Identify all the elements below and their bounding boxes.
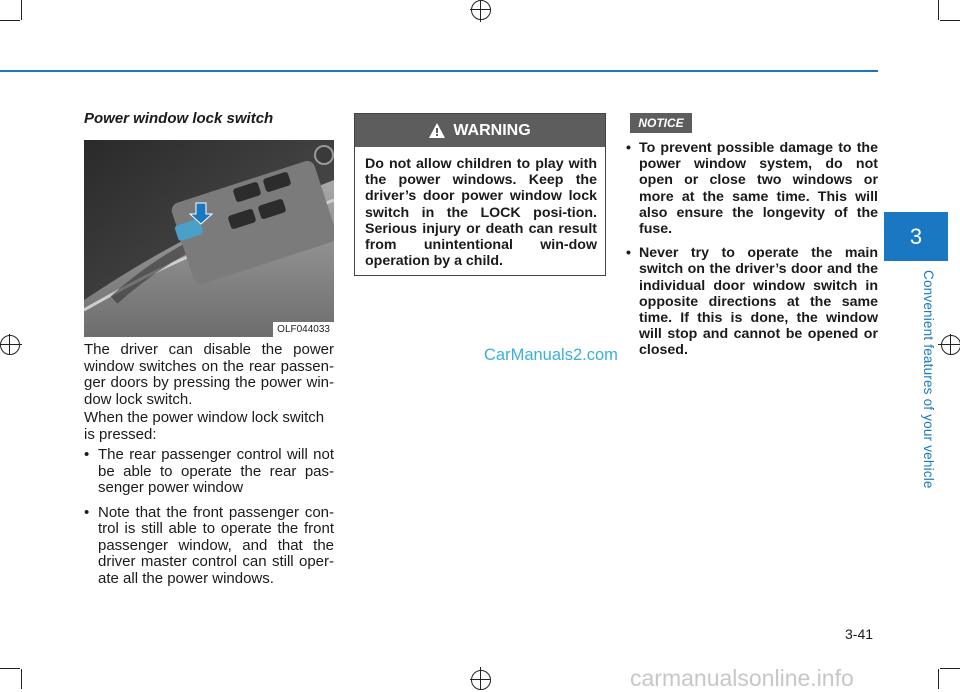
- notice-item: • To prevent possible damage to the power window system, do not open or close two windows or more at the same time. This will also ensure the longevity of the fuse.: [626, 140, 878, 237]
- effects-list: [84, 447, 334, 595]
- warning-header: [355, 114, 605, 147]
- crop-mark: [940, 20, 960, 21]
- registration-mark: [471, 670, 491, 690]
- notice-list: [626, 140, 878, 367]
- crop-mark: [938, 669, 939, 689]
- registration-mark: [470, 679, 490, 680]
- window-switch-photo: [84, 140, 334, 337]
- door-panel-illustration: [84, 140, 334, 337]
- intro-paragraph: The driver can disable the power window switches on the rear passen-ger doors by pressing the power win-dow lock switch.: [84, 341, 334, 408]
- crop-mark: [0, 20, 20, 21]
- page-number: 3-41: [845, 626, 874, 642]
- notice-item: • Never try to operate the main switch on the driver’s door and the individual door window switch in opposite directions at the same time. If this is done, the window will stop and cannot be opened or closed.: [626, 245, 878, 358]
- list-item: • The rear passenger control will not be able to operate the rear pas-senger power window: [84, 447, 334, 497]
- photo-caption: OLF044033: [273, 322, 334, 337]
- section-title: Power window lock switch: [84, 110, 274, 127]
- watermark-link[interactable]: CarManuals2.com: [484, 346, 618, 364]
- registration-mark: [9, 334, 10, 354]
- warning-triangle-icon: [429, 123, 445, 138]
- crop-mark: [21, 669, 22, 689]
- warning-box: [354, 113, 606, 276]
- header-rule: [0, 70, 878, 72]
- warning-title: WARNING: [453, 121, 531, 139]
- footer-watermark: carmanualsonline.info: [630, 665, 854, 691]
- registration-mark: [950, 334, 951, 354]
- notice-badge: NOTICE: [630, 113, 692, 133]
- chapter-number-tab: 3: [884, 212, 948, 261]
- registration-mark: [471, 0, 491, 20]
- condition-paragraph: When the power window lock switch is pressed:: [84, 409, 325, 443]
- crop-mark: [938, 0, 939, 20]
- registration-mark: [470, 9, 490, 10]
- crop-mark: [940, 668, 960, 669]
- crop-mark: [21, 0, 22, 20]
- registration-mark: [0, 335, 20, 355]
- chapter-title: Convenient features of your vehicle: [921, 270, 936, 489]
- warning-text: Do not allow children to play with the power windows. Keep the driver’s door power window lock switch in the LOCK posi-tion. Serious injury or death can result from unintentional win-dow operation by a child.: [365, 156, 597, 270]
- list-item: • Note that the front passenger con-trol is still able to operate the front passenger window, and that the driver master control can still oper-ate all the power windows.: [84, 505, 334, 588]
- crop-mark: [0, 668, 20, 669]
